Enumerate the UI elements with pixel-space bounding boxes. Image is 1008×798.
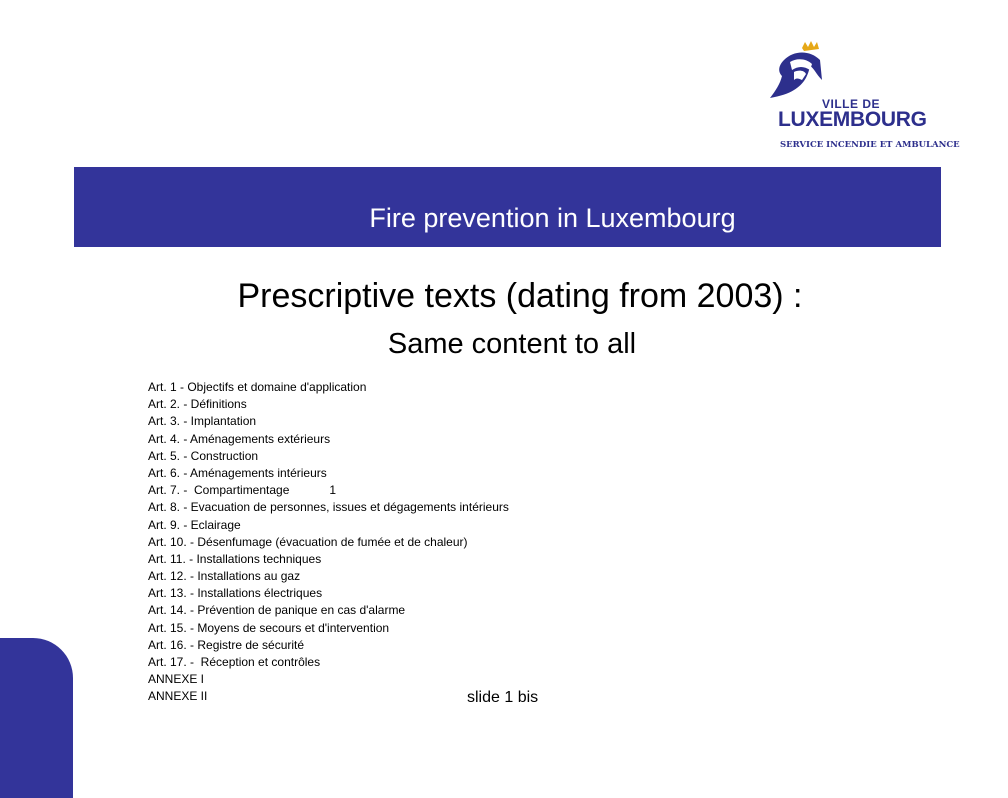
list-item: Art. 5. - Construction — [148, 448, 259, 463]
list-item: Art. 1 - Objectifs et domaine d'application — [148, 380, 367, 394]
list-item: Art. 11. - Installations techniques — [148, 551, 322, 566]
list-item: Art. 12. - Installations au gaz — [148, 569, 301, 584]
list-item: Art. 4. - Aménagements extérieurs — [148, 431, 331, 446]
logo-text-service: SERVICE INCENDIE ET AMBULANCE — [780, 140, 960, 150]
list-item: Art. 8. - Evacuation de personnes, issues et dégagements intérieurs — [148, 500, 509, 515]
list-item: Art. 15. - Moyens de secours et d'intervention — [148, 620, 390, 635]
title-banner — [74, 167, 941, 247]
list-item: Art. 9. - Eclairage — [148, 517, 241, 532]
page-subheading: Same content to all — [387, 328, 637, 360]
logo-text-luxembourg: LUXEMBOURG — [778, 108, 927, 131]
list-item: Art. 6. - Aménagements intérieurs — [148, 465, 327, 480]
slide-number-label: slide 1 bis — [467, 689, 539, 706]
list-item: Art. 14. - Prévention de panique en cas d'alarme — [148, 603, 406, 618]
list-item: Art. 3. - Implantation — [148, 414, 257, 429]
list-item: ANNEXE I — [148, 672, 205, 687]
lion-crown-icon — [764, 40, 824, 110]
list-item: Art. 17. - Réception et contrôles — [148, 655, 321, 669]
list-item: Art. 10. - Désenfumage (évacuation de fumée et de chaleur) — [148, 534, 468, 549]
list-item: Art. 2. - Définitions — [148, 397, 247, 412]
banner-title: Fire prevention in Luxembourg — [369, 203, 736, 233]
list-item: Art. 7. - Compartimentage 1 — [148, 483, 337, 498]
list-item: ANNEXE II — [148, 689, 208, 704]
list-item: Art. 16. - Registre de sécurité — [148, 637, 305, 652]
corner-decoration — [0, 638, 73, 798]
logo-text-ville-de: VILLE DE — [822, 97, 881, 111]
page-heading: Prescriptive texts (dating from 2003) : — [237, 277, 803, 315]
article-list — [148, 379, 509, 706]
city-logo — [764, 40, 960, 155]
list-item: Art. 13. - Installations électriques — [148, 586, 323, 601]
